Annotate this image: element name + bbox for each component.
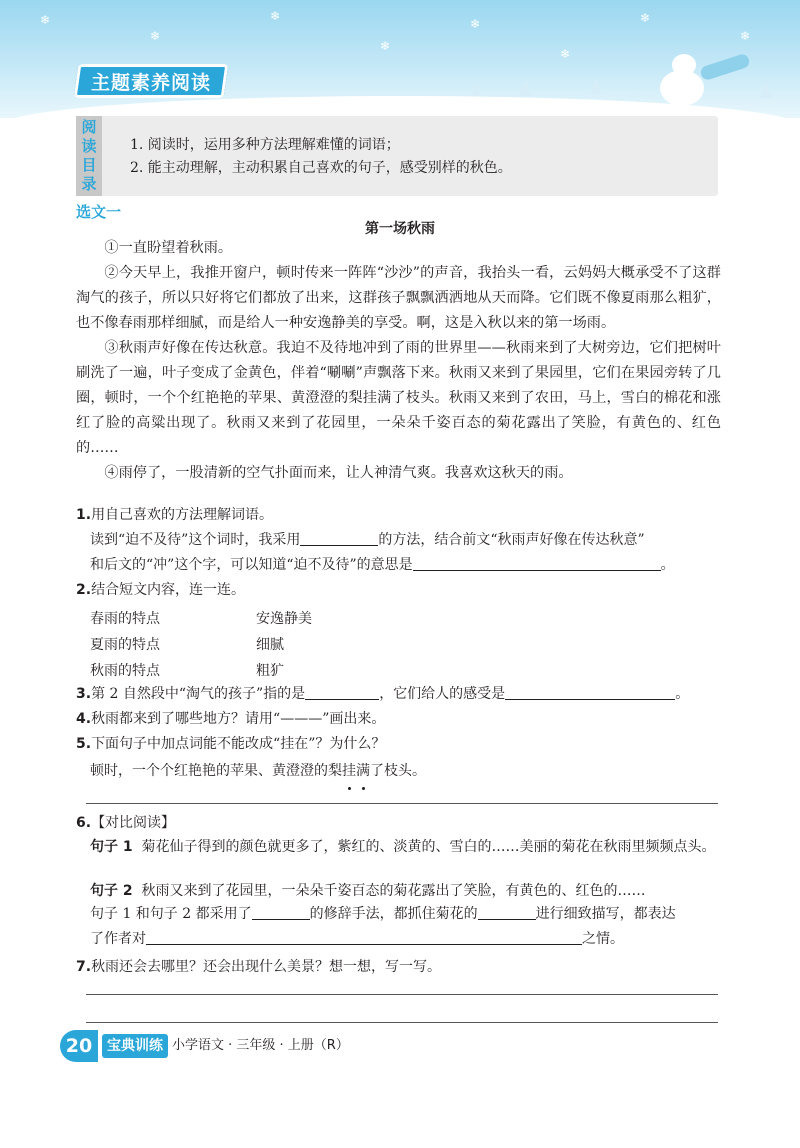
answer-blank[interactable] (252, 904, 310, 920)
sentence-1: 句子 1 菊花仙子得到的颜色就更多了，紫红的、淡黄的、雪白的……美丽的菊花在秋雨里频频点头。 (90, 839, 716, 855)
answer-blank[interactable] (478, 904, 536, 920)
passage-title: 第一场秋雨 (365, 221, 435, 237)
tree-icon (590, 78, 602, 94)
answer-blank[interactable] (505, 684, 675, 700)
question-3: 3.第 2 自然段中“淘气的孩子”指的是 ，它们给人的感受是 。 (76, 686, 690, 702)
snowflake-icon: ❄ (270, 9, 281, 23)
match-item[interactable]: 夏雨的特点 (90, 637, 160, 653)
section-title: 主题素养阅读 (90, 71, 211, 94)
snowflake-icon: ❄ (560, 47, 571, 61)
objective-item: 2. 能主动理解，主动积累自己喜欢的句子，感受别样的秋色。 (130, 160, 512, 176)
snowflake-icon: ❄ (740, 29, 751, 43)
snowflake-icon: ❄ (640, 11, 651, 25)
paragraph: ④雨停了，一股清新的空气扑面而来，让人神清气爽。我喜欢这秋天的雨。 (104, 465, 573, 481)
passage-section-label: 选文一 (76, 203, 122, 221)
paragraph: ③秋雨声好像在传达秋意。我迫不及待地冲到了雨的世界里——秋雨来到了大树旁边，它们把树叶刷洗了一遍，叶子变成了金黄色，伴着“唰唰”声飘落下来。秋雨又来到了果园里，它们在果园旁转了几圈，顿时，一个个红艳艳的苹果、黄澄澄的梨挂满了枝头。秋雨又来到了农田，马上，雪白的棉花和涨红了脸的高粱出现了。秋雨又来到了花园里，一朵朵千姿百态的菊花露出了笑脸，有黄色的、红色的…… (76, 340, 721, 456)
page-number: 20 (60, 1030, 98, 1062)
question-6-prompt: 句子 1 和句子 2 都采用了 的修辞手法，都抓住菊花的 进行细致描写，都表达 了作者对 之情。 (90, 906, 676, 947)
question-6: 6.【对比阅读】 (76, 815, 176, 831)
tree-icon (760, 82, 772, 98)
match-left-column (90, 606, 160, 684)
snowflake-icon: ❄ (380, 39, 391, 53)
objective-item: 1. 阅读时，运用多种方法理解难懂的词语； (130, 137, 400, 153)
page-footer (60, 1030, 360, 1062)
snowflake-icon: ❄ (40, 13, 51, 27)
snowflake-icon: ❄ (470, 17, 481, 31)
scarf-icon (699, 53, 751, 82)
answer-line[interactable] (86, 1022, 718, 1023)
book-info: 小学语文 · 三年级 · 上册（R） (172, 1038, 349, 1053)
dotted-word: 满 (356, 759, 370, 784)
snowman-head-icon (672, 54, 696, 76)
answer-line[interactable] (86, 994, 718, 995)
paragraph: ①一直盼望着秋雨。 (104, 240, 233, 256)
match-right-column (256, 606, 312, 684)
header-banner (0, 0, 800, 118)
answer-blank[interactable] (413, 555, 661, 571)
question-7: 7.秋雨还会去哪里？还会出现什么美景？想一想，写一写。 (76, 959, 442, 975)
paragraph: ②今天早上，我推开窗户，顿时传来一阵阵“沙沙”的声音，我抬头一看，云妈妈大概承受不了这群淘气的孩子，所以只好将它们都放了出来，这群孩子飘飘洒洒地从天而降。它们既不像夏雨那么粗犷，也不像春雨那样细腻，而是给人一种安逸静美的享受。啊，这是入秋以来的第一场雨。 (76, 265, 721, 331)
question-5: 5.下面句子中加点词能不能改成“挂在”？为什么？ 顿时，一个个红艳艳的苹果、黄澄澄的梨挂满了枝头。 (76, 732, 726, 784)
question-4: 4.秋雨都来到了哪些地方？请用“———”画出来。 (76, 711, 386, 727)
brand-logo: 宝典训练 (102, 1034, 168, 1058)
answer-line[interactable] (86, 803, 718, 804)
answer-blank[interactable] (305, 684, 379, 700)
snowflake-icon: ❄ (150, 29, 161, 43)
match-item[interactable]: 秋雨的特点 (90, 663, 160, 679)
match-item[interactable]: 粗犷 (256, 663, 284, 679)
objectives-list (130, 134, 512, 180)
question-1: 1.用自己喜欢的方法理解词语。 读到“迫不及待”这个词时，我采用 的方法，结合前文“秋雨声好像在传达秋意” 和后文的“冲”这个字，可以知道“迫不及待”的意思是 。 (76, 507, 675, 573)
answer-blank[interactable] (146, 929, 582, 945)
answer-blank[interactable] (300, 530, 378, 546)
dotted-word: 挂 (342, 759, 356, 784)
match-item[interactable]: 春雨的特点 (90, 611, 160, 627)
match-item[interactable]: 细腻 (256, 637, 284, 653)
objectives-label: 阅 读 目 录 (76, 116, 102, 196)
question-2: 2.结合短文内容，连一连。 (76, 582, 246, 598)
sentence-2: 句子 2 秋雨又来到了花园里，一朵朵千姿百态的菊花露出了笑脸，有黄色的、红色的…… (90, 883, 646, 899)
passage-body (76, 236, 721, 486)
tree-icon (520, 80, 532, 96)
match-item[interactable]: 安逸静美 (256, 611, 312, 627)
